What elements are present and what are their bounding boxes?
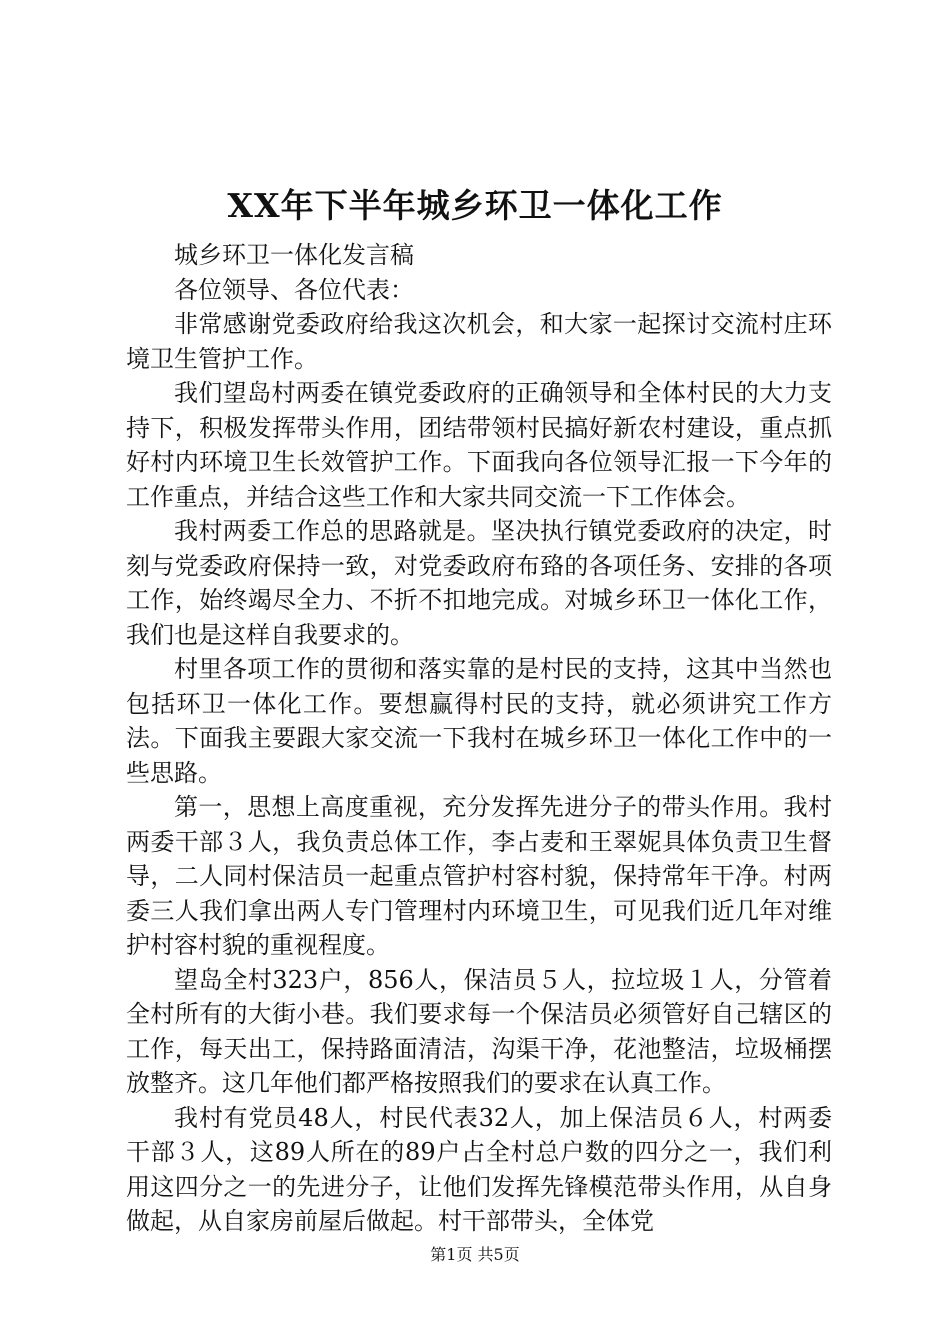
paragraph: 第一，思想上高度重视，充分发挥先进分子的带头作用。我村两委干部３人，我负责总体工作，李占麦和王翠妮具体负责卫生督导，二人同村保洁员一起重点管护村容村貌，保持常年干净。村两委三人我们拿出两人专门管理村内环境卫生，可见我们近几年对维护村容村貌的重视程度。: [126, 793, 832, 959]
page-number-footer: 第1页 共5页: [430, 1245, 520, 1264]
document-title: XX年下半年城乡环卫一体化工作: [227, 186, 723, 225]
document-body: [126, 238, 832, 1239]
paragraph: 村里各项工作的贯彻和落实靠的是村民的支持，这其中当然也包括环卫一体化工作。要想赢得村民的支持，就必须讲究工作方法。下面我主要跟大家交流一下我村在城乡环卫一体化工作中的一些思路。: [126, 655, 832, 787]
paragraph: 我村有党员48人，村民代表32人，加上保洁员６人，村两委干部３人，这89人所在的89户占全村总户数的四分之一，我们利用这四分之一的先进分子，让他们发挥先锋模范带头作用，从自身做起，从自家房前屋后做起。村干部带头，全体党: [126, 1103, 832, 1235]
paragraph: 我们望岛村两委在镇党委政府的正确领导和全体村民的大力支持下，积极发挥带头作用，团结带领村民搞好新农村建设，重点抓好村内环境卫生长效管护工作。下面我向各位领导汇报一下今年的工作重点，并结合这些工作和大家共同交流一下工作体会。: [126, 379, 832, 511]
paragraph: 各位领导、各位代表：: [174, 275, 414, 304]
paragraph: 城乡环卫一体化发言稿: [174, 241, 414, 269]
paragraph: 望岛全村323户，856人，保洁员５人，拉垃圾１人，分管着全村所有的大街小巷。我们要求每一个保洁员必须管好自己辖区的工作，每天出工，保持路面清洁，沟渠干净，花池整洁，垃圾桶摆放整齐。这几年他们都严格按照我们的要求在认真工作。: [126, 965, 832, 1097]
paragraph: 我村两委工作总的思路就是。坚决执行镇党委政府的决定，时刻与党委政府保持一致，对党委政府布臵的各项任务、安排的各项工作，始终竭尽全力、不折不扣地完成。对城乡环卫一体化工作，我们也是这样自我要求的。: [126, 517, 832, 649]
paragraph: 非常感谢党委政府给我这次机会，和大家一起探讨交流村庄环境卫生管护工作。: [126, 310, 832, 373]
